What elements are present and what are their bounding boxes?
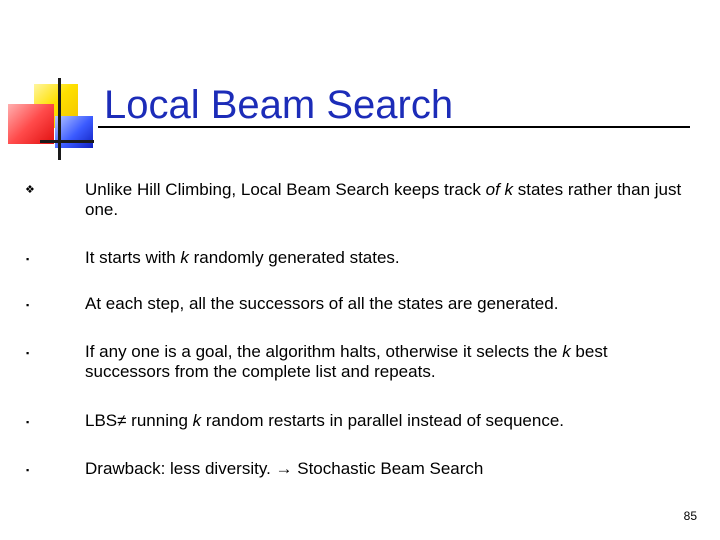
logo-horizontal-line xyxy=(40,140,94,143)
square-bullet-icon: ▪ xyxy=(26,465,30,475)
bullet-text: Unlike Hill Climbing, Local Beam Search keeps track of k states rather than just one. xyxy=(85,180,682,219)
bullet-text: At each step, all the successors of all the states are generated. xyxy=(85,294,559,313)
logo-decoration xyxy=(0,0,120,170)
square-bullet-icon: ▪ xyxy=(26,300,30,310)
slide-title: Local Beam Search xyxy=(104,83,454,127)
square-bullet-icon: ▪ xyxy=(26,254,30,264)
bullet-text: LBS≠ running k random restarts in parallel instead of sequence. xyxy=(85,411,564,430)
bullet-text: It starts with k randomly generated states. xyxy=(85,248,400,267)
logo-vertical-line xyxy=(58,78,61,160)
page-number: 85 xyxy=(683,509,697,523)
diamond-bullet-icon: ❖ xyxy=(25,184,35,196)
bullet-text: If any one is a goal, the algorithm halts, otherwise it selects the k best successors from the complete list and repeats. xyxy=(85,342,608,381)
bullet-text: Drawback: less diversity. → Stochastic Beam Search xyxy=(85,459,484,478)
logo-red-square xyxy=(8,104,54,144)
square-bullet-icon: ▪ xyxy=(26,348,30,358)
square-bullet-icon: ▪ xyxy=(26,417,30,427)
